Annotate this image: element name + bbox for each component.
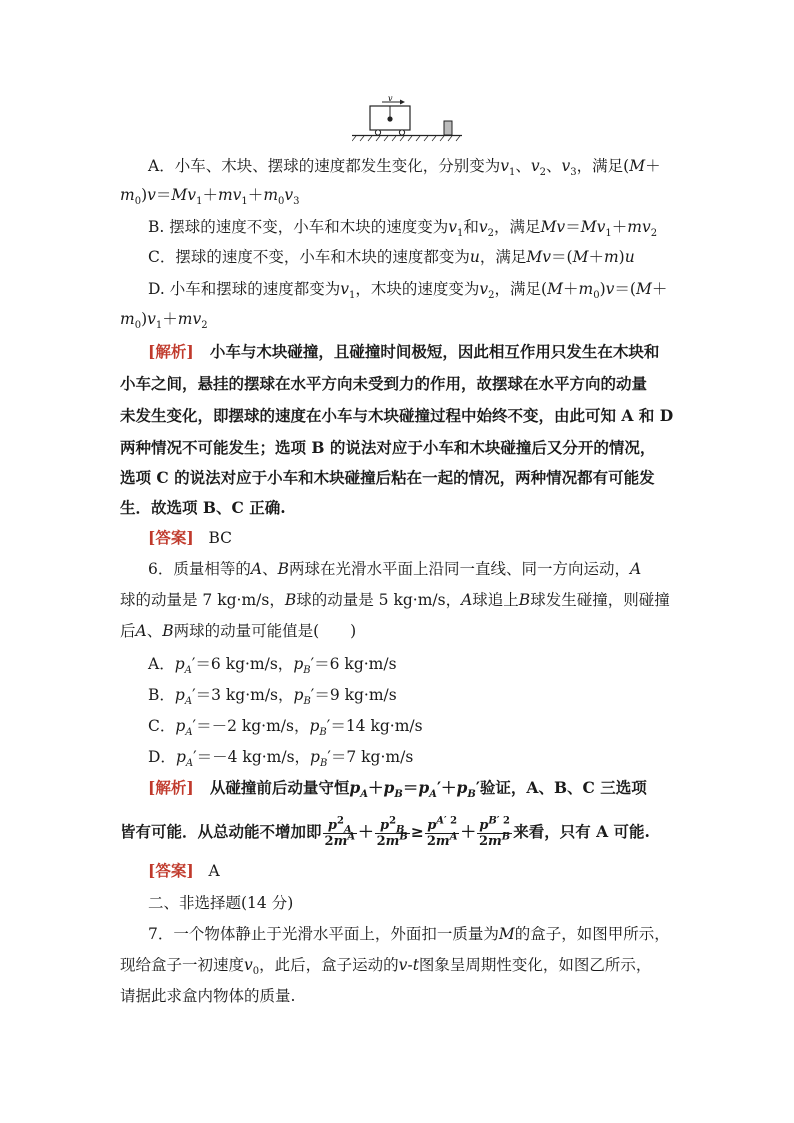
- answer6-line: [148, 859, 794, 883]
- q6-option-a: A．$p_A'=6$ kg·m/s，$p_B'=6$ kg·m/s: [148, 655, 397, 677]
- q5-option-b: B. 摆球的速度不变，小车和木块的速度变为$v_1$和$v_2$，满足$Mv=Mv_1+mv_2$: [148, 218, 658, 240]
- q7-line1: 7．一个物体静止于光滑水平面上，外面扣一质量为M的盒子，如图甲所示，: [148, 925, 670, 943]
- q5-option-a-line2: $m_0)v=Mv_1+mv_1+m_0v_3$: [120, 186, 300, 208]
- q7-line2: 现给盒子一初速度$v_0$，此后，盒子运动的v-t图象呈周期性变化，如图乙所示，: [120, 956, 652, 978]
- cart-block-figure: [352, 92, 462, 144]
- analysis5-line6: 生．故选项 B、C 正确.: [120, 498, 286, 517]
- q6-line3: 后A、B两球的动量可能值是( ): [120, 622, 357, 640]
- q6-option-c: C．$p_A'=-2$ kg·m/s，$p_B'=14$ kg·m/s: [148, 717, 423, 739]
- pendulum-bob: [387, 116, 392, 121]
- velocity-arrowhead: [400, 100, 405, 105]
- analysis5-line4: 两种情况不可能发生；选项 B 的说法对应于小车和木块碰撞后又分开的情况，: [120, 438, 656, 457]
- answer-tag: [答案]: [148, 861, 194, 880]
- analysis5-line3: 未发生变化，即摆球的速度在小车与木块碰撞过程中始终不变，由此可知 A 和 D: [120, 406, 674, 425]
- cart-wheel-left: [375, 130, 380, 135]
- analysis5-line2: 小车之间，悬挂的摆球在水平方向未受到力的作用，故摆球在水平方向的动量: [120, 374, 648, 393]
- analysis-tag: [解析]: [148, 342, 194, 361]
- q7-line3: 请据此求盒内物体的质量.: [120, 987, 296, 1005]
- q6-line2: 球的动量是 7 kg·m/s，B球的动量是 5 kg·m/s，A球追上B球发生碰撞，则碰撞: [120, 591, 670, 609]
- q5-option-d-line1: D. 小车和摆球的速度都变为$v_1$，木块的速度变为$v_2$，满足$(M+m_0)v=(M+$: [148, 280, 668, 302]
- answer-tag: [答案]: [148, 528, 194, 547]
- analysis6-line1: [解析] 从碰撞前后动量守恒$p_A+p_B=p_A'+p_B'$验证，A、B、C 三选项: [148, 778, 647, 801]
- q5-option-d-line2: $m_0)v_1+mv_2$: [120, 310, 208, 332]
- velocity-label: v: [388, 94, 393, 103]
- wood-block: [444, 121, 452, 135]
- q5-option-c: C．摆球的速度不变，小车和木块的速度都变为u，满足Mv＝(M＋m)u: [148, 248, 635, 266]
- answer5-line: [148, 526, 794, 550]
- q5-option-a-line1: A．小车、木块、摆球的速度都发生变化，分别变为$v_1$、$v_2$、$v_3$，满足(M＋: [148, 157, 661, 179]
- analysis5-line5: 选项 C 的说法对应于小车和木块碰撞后粘在一起的情况，两种情况都有可能发: [120, 468, 655, 487]
- ground-hatching: [352, 136, 460, 141]
- answer6-value: A: [208, 862, 220, 880]
- q6-option-b: B．$p_A'=3$ kg·m/s，$p_B'=9$ kg·m/s: [148, 686, 397, 708]
- q6-option-d: D．$p_A'=-4$ kg·m/s，$p_B'=7$ kg·m/s: [148, 748, 414, 770]
- analysis5-line1: [解析] 小车与木块碰撞，且碰撞时间极短，因此相互作用只发生在木块和: [148, 342, 660, 361]
- analysis-tag: [解析]: [148, 778, 194, 797]
- section-heading-nonchoice: 二、非选择题(14 分): [148, 894, 294, 912]
- q6-line1: 6．质量相等的A、B两球在光滑水平面上沿同一直线、同一方向运动，A: [148, 560, 642, 578]
- cart-wheel-right: [399, 130, 404, 135]
- answer5-value: BC: [208, 529, 232, 547]
- analysis6-line2: 皆有可能．从总动能不增加即 $\frac{p^2_A}{2m^A}$ ＋ $\frac{p^2_B}{2m^B}$ ≥ $\frac{p^{A' 2}}{2m^A}$ ＋ $\frac{p^{B' 2}}{2m^B}$ 来看，只有 A 可能.: [120, 815, 650, 849]
